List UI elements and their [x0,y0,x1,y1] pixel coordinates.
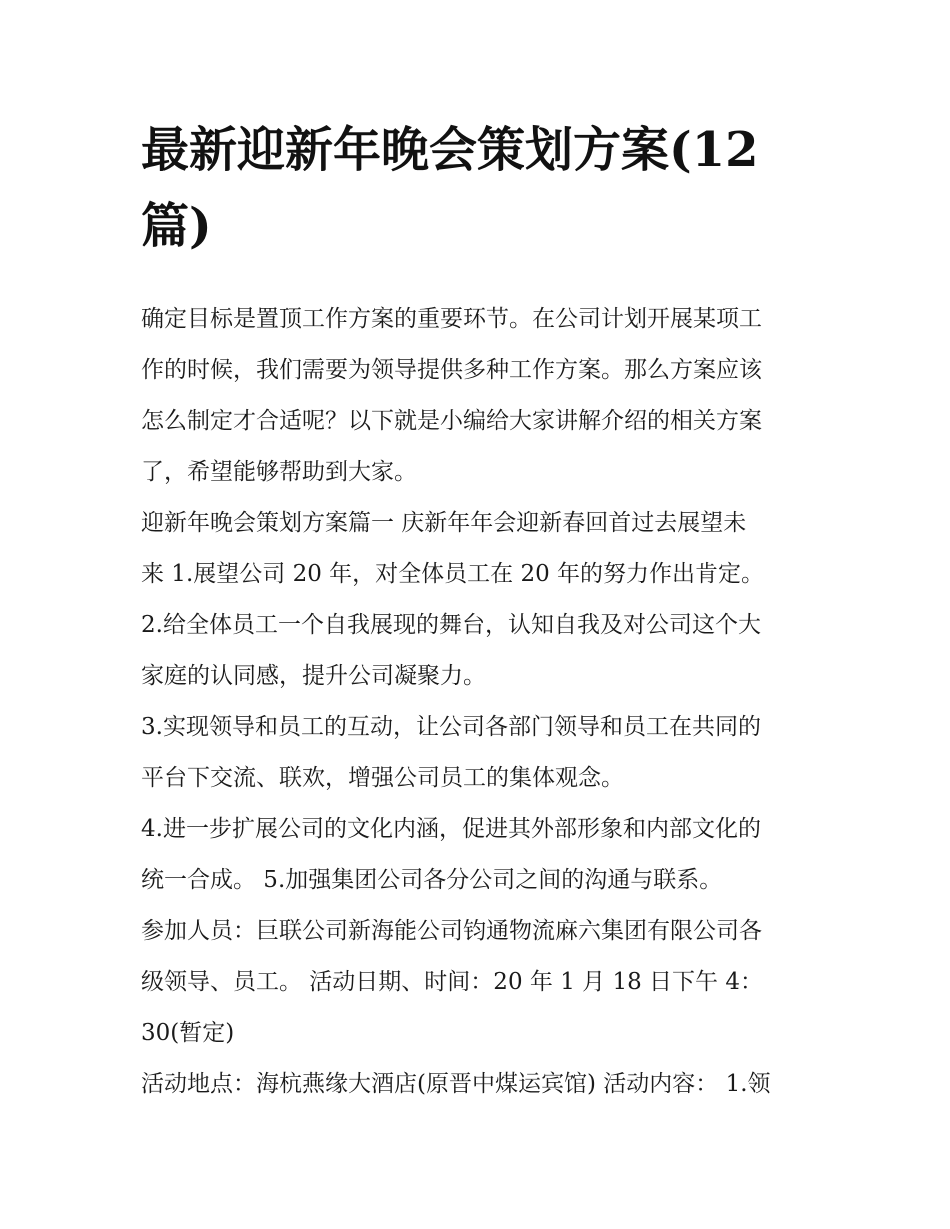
paragraph-item-3 [141,702,816,804]
text-line: 怎么制定才合适呢？以下就是小编给大家讲解介绍的相关方案 [141,408,762,434]
title-line: 最新迎新年晚会策划方案(12 [141,122,759,178]
paragraph-participants [141,906,816,1059]
text-line: 级领导、员工。 活动日期、时间：20 年 1 月 18 日下午 4： [141,969,763,995]
document-body [141,294,816,1110]
paragraph-plan-one [141,498,816,600]
title-line: 篇) [141,198,212,254]
text-line: 家庭的认同感，提升公司凝聚力。 [141,663,486,689]
text-line: 平台下交流、联欢，增强公司员工的集体观念。 [141,765,624,791]
text-line: 来 1.展望公司 20 年，对全体员工在 20 年的努力作出肯定。 [141,561,765,587]
text-line: 3.实现领导和员工的互动，让公司各部门领导和员工在共同的 [141,714,761,740]
text-line: 统一合成。 5.加强集团公司各分公司之间的沟通与联系。 [141,867,723,893]
text-line: 了，希望能够帮助到大家。 [141,459,417,485]
paragraph-intro [141,294,816,498]
text-line: 作的时候，我们需要为领导提供多种工作方案。那么方案应该 [141,357,762,383]
text-line: 确定目标是置顶工作方案的重要环节。在公司计划开展某项工 [141,306,762,332]
paragraph-venue [141,1059,816,1110]
paragraph-item-2 [141,600,816,702]
document-content [141,112,816,1110]
text-line: 迎新年晚会策划方案篇一 庆新年年会迎新春回首过去展望未 [141,510,747,536]
paragraph-item-4 [141,804,816,906]
text-line: 30(暂定) [141,1020,235,1046]
text-line: 4.进一步扩展公司的文化内涵，促进其外部形象和内部文化的 [141,816,761,842]
document-title [141,112,816,264]
text-line: 参加人员：巨联公司新海能公司钧通物流麻六集团有限公司各 [141,918,762,944]
text-line: 2.给全体员工一个自我展现的舞台，认知自我及对公司这个大 [141,612,761,638]
text-line: 活动地点：海杭燕缘大酒店(原晋中煤运宾馆) 活动内容： 1.领 [141,1071,771,1097]
